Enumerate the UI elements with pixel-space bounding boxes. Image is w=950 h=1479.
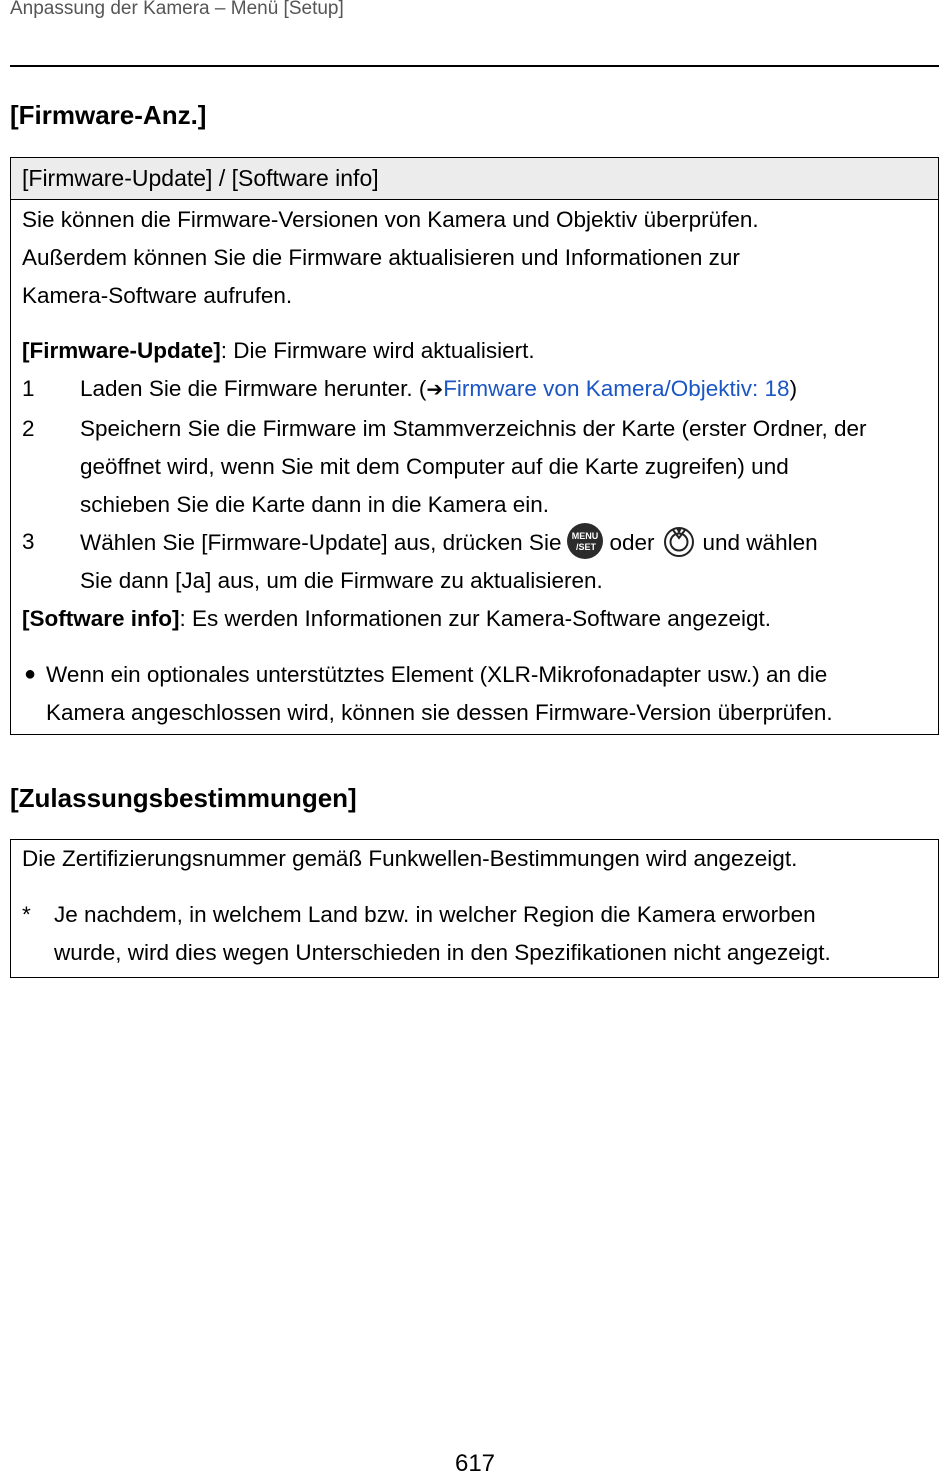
- page-number: 617: [454, 1450, 496, 1477]
- arrow-right-icon: ➔: [426, 379, 444, 402]
- menu-set-button-icon: [567, 523, 603, 559]
- footnote: * Je nachdem, in welchem Land bzw. in welcher Region die Kamera erworben wurde, wird dies wegen Unterschieden in den Spezifikationen nicht angezeigt.: [22, 896, 926, 972]
- software-info-label: [Software info]: [22, 605, 180, 631]
- bullet-icon: ●: [24, 662, 37, 685]
- approval-section-title: [Zulassungsbestimmungen]: [10, 783, 357, 813]
- approval-box-body: [11, 840, 938, 971]
- firmware-section-title: [Firmware-Anz.]: [10, 100, 207, 130]
- breadcrumb: Anpassung der Kamera – Menü [Setup]: [10, 0, 344, 19]
- step-3: [22, 523, 926, 600]
- firmware-box-body: [11, 200, 938, 731]
- firmware-box-header: [Firmware-Update] / [Software info]: [11, 158, 938, 200]
- intro-line: Außerdem können Sie die Firmware aktualisieren und Informationen zur: [22, 244, 740, 270]
- firmware-update-text: : Die Firmware wird aktualisiert.: [220, 338, 535, 364]
- step-text: Speichern Sie die Firmware im Stammverzeichnis der Karte (erster Ordner, der geöffnet wird, wenn Sie mit dem Computer auf die Karte zugreifen) und schieben Sie die Karte dann in die Kamera ein.: [80, 415, 867, 517]
- footnote-mark: *: [22, 901, 31, 927]
- step-2: [22, 410, 926, 523]
- firmware-update-label: [Firmware-Update]: [22, 338, 221, 364]
- step-number: 2: [22, 415, 35, 441]
- step-number: 1: [22, 376, 35, 402]
- svg-text:/SET: /SET: [576, 542, 597, 553]
- firmware-info-box: [10, 157, 939, 735]
- step-1: [22, 370, 926, 410]
- intro-line: Kamera-Software aufrufen.: [22, 282, 293, 308]
- firmware-page-link[interactable]: Firmware von Kamera/Objektiv: 18: [443, 376, 790, 402]
- software-info-text: : Es werden Informationen zur Kamera-Software angezeigt.: [179, 605, 772, 631]
- step-number: 3: [22, 529, 35, 555]
- control-dial-press-icon: [661, 523, 697, 559]
- software-info-description: [22, 600, 926, 638]
- intro-line: Sie können die Firmware-Versionen von Kamera und Objektiv überprüfen.: [22, 207, 759, 232]
- step-text: Laden Sie die Firmware herunter. (➔Firmware von Kamera/Objektiv: 18): [80, 376, 798, 402]
- svg-text:MENU: MENU: [572, 531, 599, 542]
- firmware-update-description: [22, 332, 926, 370]
- step-text: Wählen Sie [Firmware-Update] aus, drücken Sie MENU /SET oder und wählen Sie dann [Ja] aus, um die Firmware zu aktualisieren.: [80, 523, 926, 600]
- bullet-note: ● Wenn ein optionales unterstütztes Element (XLR-Mikrofonadapter usw.) an die Kamera angeschlossen wird, können sie dessen Firmware-Version überprüfen.: [22, 656, 926, 732]
- header-divider: [10, 65, 939, 67]
- approval-text: Die Zertifizierungsnummer gemäß Funkwellen-Bestimmungen wird angezeigt.: [22, 846, 798, 871]
- approval-info-box: [10, 839, 939, 978]
